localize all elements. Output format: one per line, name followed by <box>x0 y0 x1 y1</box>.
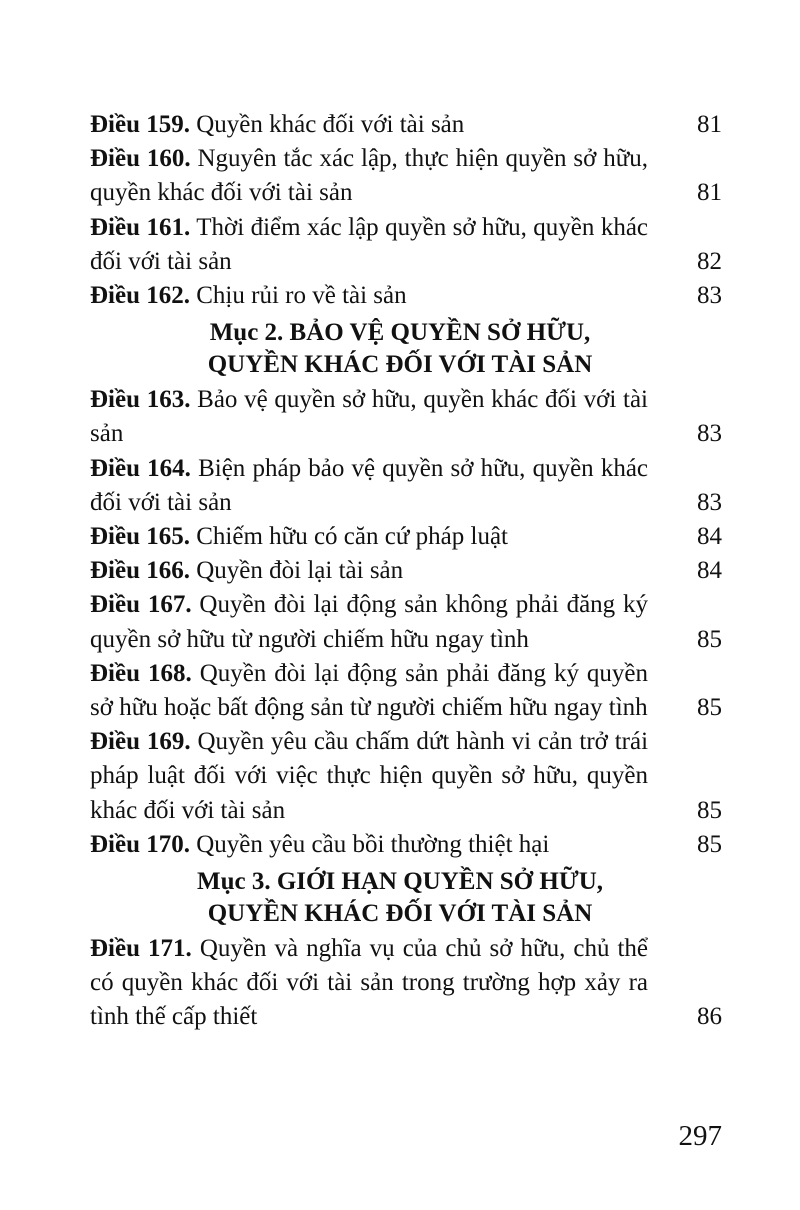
article-number: Điều 161. <box>90 213 191 241</box>
article-title: Chiếm hữu có căn cứ pháp luật <box>196 523 508 551</box>
section-heading-line: Mục 3. GIỚI HẠN QUYỀN SỞ HỮU, <box>196 868 604 896</box>
folio-page-number: 297 <box>678 1120 722 1152</box>
article-title: Quyền đòi lại động sản phải đăng ký quyền sở hữu hoặc bất động sản từ người chiếm hữu ngay tình <box>90 659 649 722</box>
article-number: Điều 163. <box>90 386 191 414</box>
toc-entry-170 <box>90 828 722 862</box>
section-heading-line: Mục 2. BẢO VỆ QUYỀN SỞ HỮU, <box>209 319 591 347</box>
article-number: Điều 168. <box>90 659 192 687</box>
toc-entry-160 <box>90 142 722 210</box>
section-heading-2 <box>90 317 722 381</box>
toc-entry-159 <box>90 108 722 142</box>
toc-entry-161 <box>90 211 722 279</box>
article-number: Điều 167. <box>90 591 192 619</box>
article-title: Quyền đòi lại động sản không phải đăng ký quyền sở hữu từ người chiếm hữu ngay tình <box>90 591 649 653</box>
article-title: Thời điểm xác lập quyền sở hữu, quyền khác đối với tài sản <box>90 213 649 275</box>
article-number: Điều 159. <box>90 111 190 138</box>
article-number: Điều 170. <box>90 830 190 858</box>
section-heading-line: QUYỀN KHÁC ĐỐI VỚI TÀI SẢN <box>207 351 593 379</box>
toc-entry-169 <box>90 725 722 828</box>
article-number: Điều 169. <box>90 728 191 756</box>
article-title: Quyền yêu cầu chấm dứt hành vi cản trở trái pháp luật đối với việc thực hiện quyền sở hữu, quyền khác đối với tài sản <box>90 728 649 824</box>
article-title: Nguyên tắc xác lập, thực hiện quyền sở hữu, quyền khác đối với tài sản <box>90 145 649 207</box>
article-number: Điều 165. <box>90 523 190 551</box>
toc-entry-164 <box>90 452 722 520</box>
page-number: 81 <box>697 179 722 207</box>
toc-entry-168 <box>90 657 722 725</box>
toc-entry-163 <box>90 383 722 451</box>
page-number: 82 <box>697 247 722 275</box>
article-number: Điều 164. <box>90 454 191 482</box>
article-number: Điều 160. <box>90 145 191 173</box>
article-title: Bảo vệ quyền sở hữu, quyền khác đối với tài sản <box>90 386 649 448</box>
page-number: 86 <box>697 1003 722 1031</box>
article-title: Quyền yêu cầu bồi thường thiệt hại <box>196 830 550 858</box>
toc-entry-165 <box>90 520 722 554</box>
article-title: Chịu rủi ro về tài sản <box>196 282 407 310</box>
page-number: 83 <box>697 488 722 516</box>
page-number: 83 <box>697 420 722 448</box>
article-number: Điều 166. <box>90 557 190 585</box>
article-number: Điều 171. <box>90 935 192 963</box>
article-title: Quyền khác đối với tài sản <box>196 111 465 138</box>
table-of-contents <box>90 108 722 1035</box>
section-heading-3 <box>90 866 722 930</box>
toc-entry-171 <box>90 932 722 1035</box>
article-title: Quyền đòi lại tài sản <box>196 557 404 585</box>
article-number: Điều 162. <box>90 282 190 310</box>
toc-entry-166 <box>90 554 722 588</box>
page-number: 85 <box>697 694 722 722</box>
article-title: Quyền và nghĩa vụ của chủ sở hữu, chủ thể có quyền khác đối với tài sản trong trường hợp xảy ra tình thế cấp thiết <box>90 935 649 1031</box>
page-number: 84 <box>697 557 722 585</box>
page-number: 85 <box>697 625 722 653</box>
page-number: 85 <box>697 830 722 858</box>
page-number: 81 <box>697 111 722 138</box>
section-heading-line: QUYỀN KHÁC ĐỐI VỚI TÀI SẢN <box>207 900 593 928</box>
page-number: 85 <box>697 796 722 824</box>
article-title: Biện pháp bảo vệ quyền sở hữu, quyền khác đối với tài sản <box>90 454 649 516</box>
page-number: 84 <box>697 523 722 551</box>
toc-entry-162 <box>90 279 722 313</box>
page-number: 83 <box>697 282 722 310</box>
toc-entry-167 <box>90 588 722 656</box>
